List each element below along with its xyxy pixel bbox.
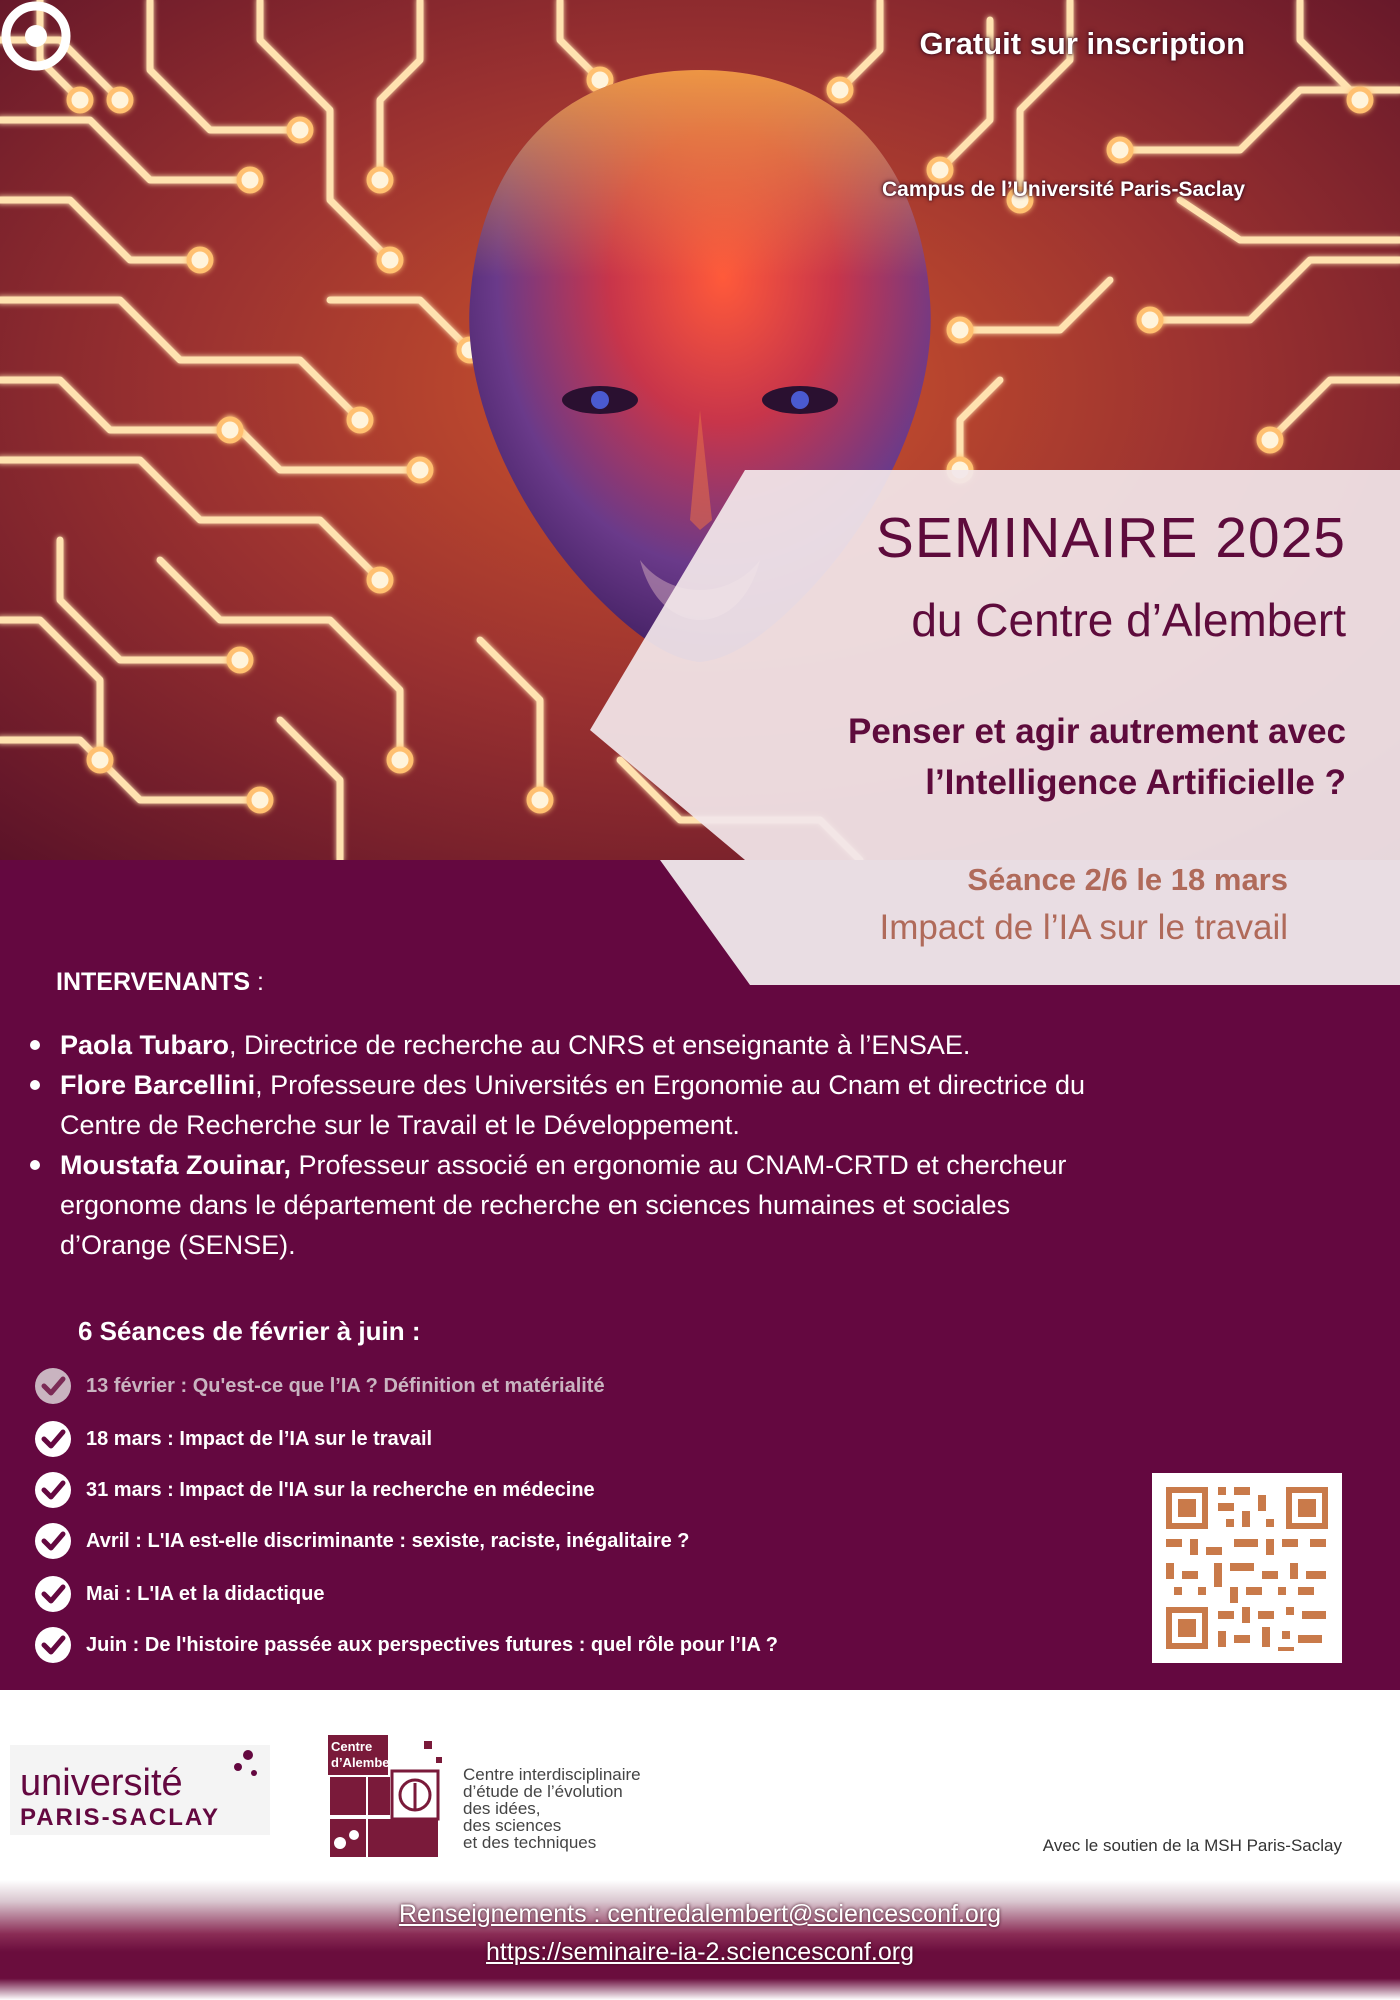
check-icon — [34, 1522, 72, 1560]
free-registration-label: Gratuit sur inscription — [919, 26, 1245, 61]
svg-text:PARIS-SACLAY: PARIS-SACLAY — [20, 1804, 221, 1831]
session-title: Impact de l’IA sur le travail — [879, 908, 1288, 947]
check-icon — [34, 1471, 72, 1509]
check-icon — [34, 1367, 72, 1405]
theme-line-2: l’Intelligence Artificielle ? — [925, 763, 1346, 802]
svg-text:Centre: Centre — [331, 1739, 373, 1754]
session-item-6: Juin : De l'histoire passée aux perspectives futures : quel rôle pour l’IA ? — [34, 1625, 778, 1665]
speaker-name: Paola Tubaro — [60, 1030, 230, 1060]
session-item-3: 31 mars : Impact de l'IA sur la recherche en médecine — [34, 1470, 595, 1510]
theme-line-1: Penser et agir autrement avec — [847, 712, 1346, 751]
campus-logo-icon — [0, 0, 72, 72]
check-icon — [34, 1626, 72, 1664]
check-icon — [34, 1575, 72, 1613]
speakers-list — [28, 1025, 1228, 1265]
check-icon — [34, 1420, 72, 1458]
qr-code[interactable] — [1152, 1473, 1342, 1663]
bullet-icon — [30, 1040, 40, 1050]
campus-label: Campus de l’Université Paris-Saclay — [882, 178, 1245, 201]
venue-mode: Présentiel ou distanciel — [1074, 1707, 1342, 1737]
universite-paris-saclay-logo — [10, 1745, 270, 1835]
centre-dalembert-description: Centre interdisciplinaire d’étude de l’évolution des idées, des sciences et des techniques — [463, 1765, 641, 1852]
bullet-icon — [30, 1080, 40, 1090]
svg-text:université: université — [20, 1762, 183, 1804]
speaker-item: Flore Barcellini, Professeure des Universités en Ergonomie au Cnam et directrice du Centre de Recherche sur le Travail et le Développement. — [28, 1065, 1228, 1145]
seminar-subtitle: du Centre d’Alembert — [911, 594, 1346, 646]
venue-place: Institut Pascal - 91400 Orsay — [1008, 1747, 1342, 1777]
session-item-5: Mai : L'IA et la didactique — [34, 1574, 325, 1614]
centre-dalembert-logo — [328, 1735, 468, 1865]
seminar-title: SEMINAIRE 2025 — [875, 506, 1346, 570]
speakers-heading: INTERVENANTS : — [56, 968, 264, 996]
session-item-2: 18 mars : Impact de l’IA sur le travail — [34, 1419, 432, 1459]
session-item-1: 13 février : Qu'est-ce que l’IA ? Définition et matérialité — [34, 1366, 605, 1406]
speaker-name: Flore Barcellini — [60, 1070, 256, 1100]
seminar-url-link[interactable]: https://seminaire-ia-2.sciencesconf.org — [486, 1938, 914, 1966]
session-item-4: Avril : L'IA est-elle discriminante : sexiste, raciste, inégalitaire ? — [34, 1521, 690, 1561]
hero-image — [0, 0, 1400, 860]
session-number: Séance 2/6 le 18 mars — [967, 862, 1288, 897]
speaker-item: Moustafa Zouinar, Professeur associé en ergonomie au CNAM-CRTD et chercheur ergonome dans le département de recherche en sciences humaines et sociales d’Orange (SENSE). — [28, 1145, 1228, 1265]
contact-email-link[interactable]: Renseignements : centredalembert@sciencesconf.org — [398, 1900, 1002, 1928]
speaker-item: Paola Tubaro, Directrice de recherche au CNRS et enseignante à l’ENSAE. — [28, 1025, 1228, 1065]
speaker-name: Moustafa Zouinar, — [60, 1150, 292, 1180]
sessions-heading: 6 Séances de février à juin : — [78, 1316, 421, 1346]
support-note: Avec le soutien de la MSH Paris-Saclay — [1042, 1836, 1342, 1855]
bullet-icon — [30, 1160, 40, 1170]
svg-text:d’Alembert: d’Alembert — [331, 1755, 399, 1770]
title-panel-background — [0, 0, 1400, 860]
